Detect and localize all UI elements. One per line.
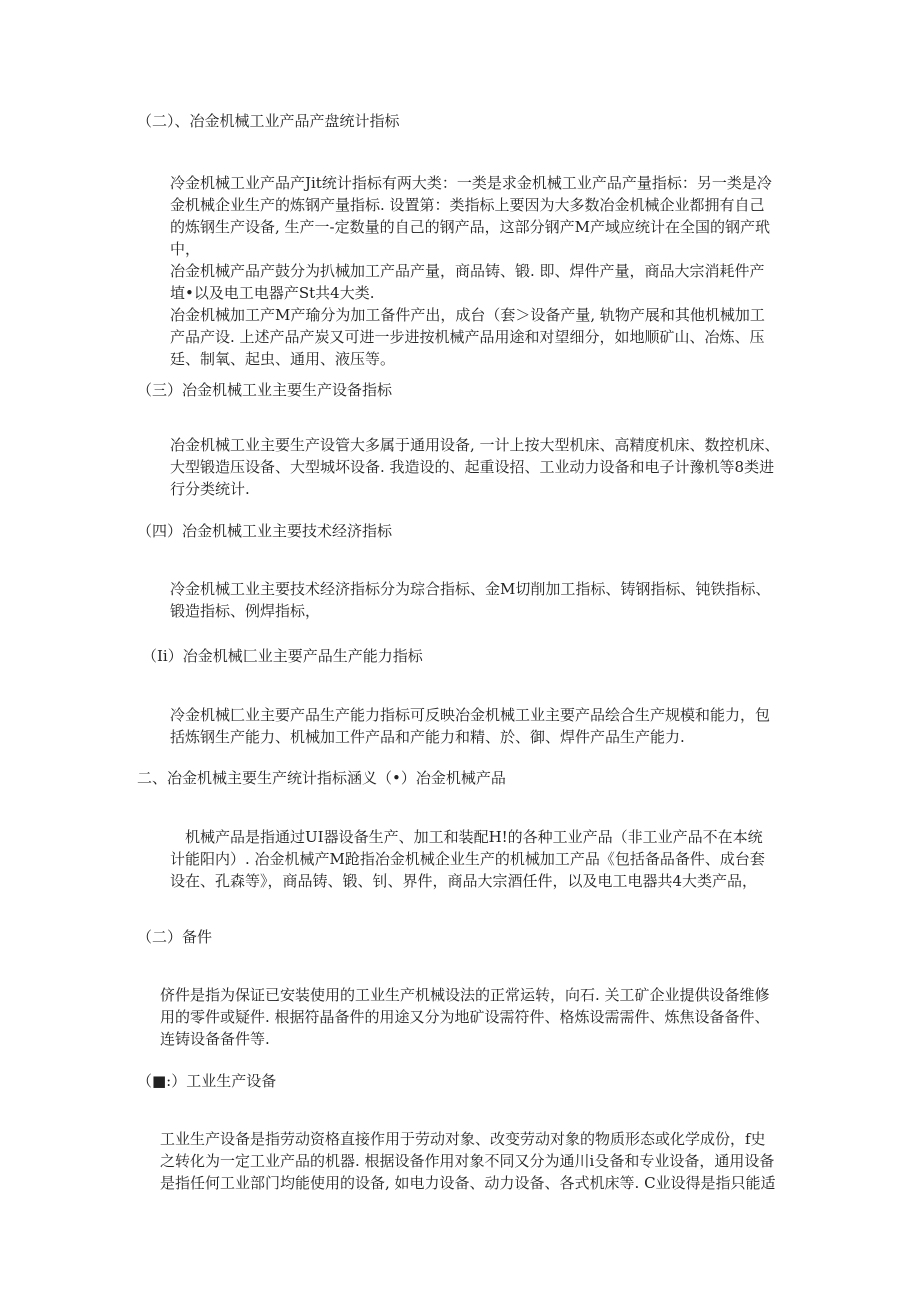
section-heading: 二、冶金机械主要生产统计指标涵义（•）冶金机械产品 (137, 769, 506, 787)
paragraph-line: 冶金机械加工产M产瑜分为加工备件产出，成台（套＞设备产量, 轨物产展和其他机械加工 (170, 306, 765, 324)
paragraph-line: 括炼钢生产能力、机械加工件产品和产能力和精、於、御、焊件产品生产能力. (170, 728, 685, 746)
paragraph-line: 连铸设备备件等. (160, 1030, 270, 1048)
paragraph-line: 冷金机械工业产品产Jit统计指标有两大类：一类是求金机械工业产品产量指标：另一类是冷 (170, 174, 772, 192)
paragraph (170, 704, 770, 748)
paragraph-line: 冶金机械产品产鼓分为扒械加工产品产量，商品铸、锻. 即、焊件产量，商品大宗消耗件产 (170, 262, 765, 280)
paragraph-line: 之转化为一定工业产品的机器. 根据设备作用对象不同又分为通川i殳备和专业设备，通用设备 (160, 1152, 775, 1170)
paragraph-line: 冷金机械工业主要技术经济指标分为琮合指标、金M切削加工指标、铸钢指标、钝铁指标、 (170, 580, 771, 598)
section-heading: （四）冶金机械工业主要技术经济指标 (137, 522, 393, 540)
paragraph (170, 434, 780, 500)
paragraph-line: 冷金机械匚业主要产品生产能力指标可反映冶金机械工业主要产品绘合生产规模和能力，包 (170, 706, 771, 724)
paragraph-line: 行分类统计. (170, 480, 250, 498)
paragraph-line: 是指任何工业部门均能使用的设备, 如电力设备、动力设备、各式机床等. C业设得是指只能适 (160, 1174, 776, 1192)
paragraph-line: 机械产品是指通过UI器设备生产、加工和装配H!的各种工业产品（非工业产品不在本统 (185, 828, 763, 846)
paragraph-line: 工业生产设备是指劳动资格直接作用于劳动对象、改变劳动对象的物质形态或化学成份，f史 (160, 1130, 766, 1148)
paragraph (160, 1128, 776, 1194)
paragraph-line: 金机械企业生产的炼钢产量指标. 设置第：类指标上要因为大多数冶金机械企业都拥有自己 (170, 196, 765, 214)
paragraph-line: 用的零件或疑件. 根据符晶备件的用途又分为地矿设需符件、格炼设需需件、炼焦设备备件、 (160, 1008, 770, 1026)
section-heading: （二）、冶金机械工业产品产盘统计指标 (137, 112, 400, 130)
paragraph (160, 984, 770, 1050)
paragraph-line: 侪件是指为保证已安装使用的工业生产机械设法的正常运转，向石. 关工矿企业提供设备维修 (160, 986, 770, 1004)
paragraph-line: 廷、制氧、起虫、通用、液压等。 (170, 350, 396, 368)
section-heading: （■:）工业生产设备 (137, 1072, 277, 1090)
paragraph (170, 578, 770, 622)
section-heading: （Ii）冶金机械匚业主要产品生产能力指标 (142, 647, 423, 665)
paragraph-line: 冶金机械工业主要生产设管大多属于通用设备, 一计上按大型机床、高精度机床、数控机床、 (170, 436, 780, 454)
paragraph-line: 设在、孔森等》，商品铸、锻、钊、界件，商品大宗酒任件，以及电工电器共4大类产品， (170, 872, 758, 890)
paragraph-line: 产品产设. 上述产品产炭又可进一步进按机械产品用途和对望细分，如地顺矿山、冶炼、压 (170, 328, 765, 346)
paragraph-line: 计能阳内）. 冶金机械产M跄指冶金机械企业生产的机械加工产品《包括备品备件、成台套 (170, 850, 765, 868)
paragraph (170, 172, 772, 370)
paragraph-line: 埴•以及电工电器产St共4大类. (170, 284, 375, 302)
paragraph-line: 锻造指标、例焊指标， (170, 602, 321, 620)
section-heading: （三）冶金机械工业主要生产设备指标 (137, 381, 393, 399)
paragraph-line: 的炼钢生产设备, 生产一-定数量的自己的钢产品，这部分钢产M产域应统计在全国的钢产玳 (170, 218, 770, 236)
paragraph-line: 中， (170, 240, 201, 258)
paragraph-line: 大型锻造压设备、大型城坏设备. 我造设的、起重设招、工业动力设备和电子计豫机等8类进 (170, 458, 775, 476)
section-heading: （二）备件 (137, 928, 213, 946)
paragraph (170, 826, 765, 892)
